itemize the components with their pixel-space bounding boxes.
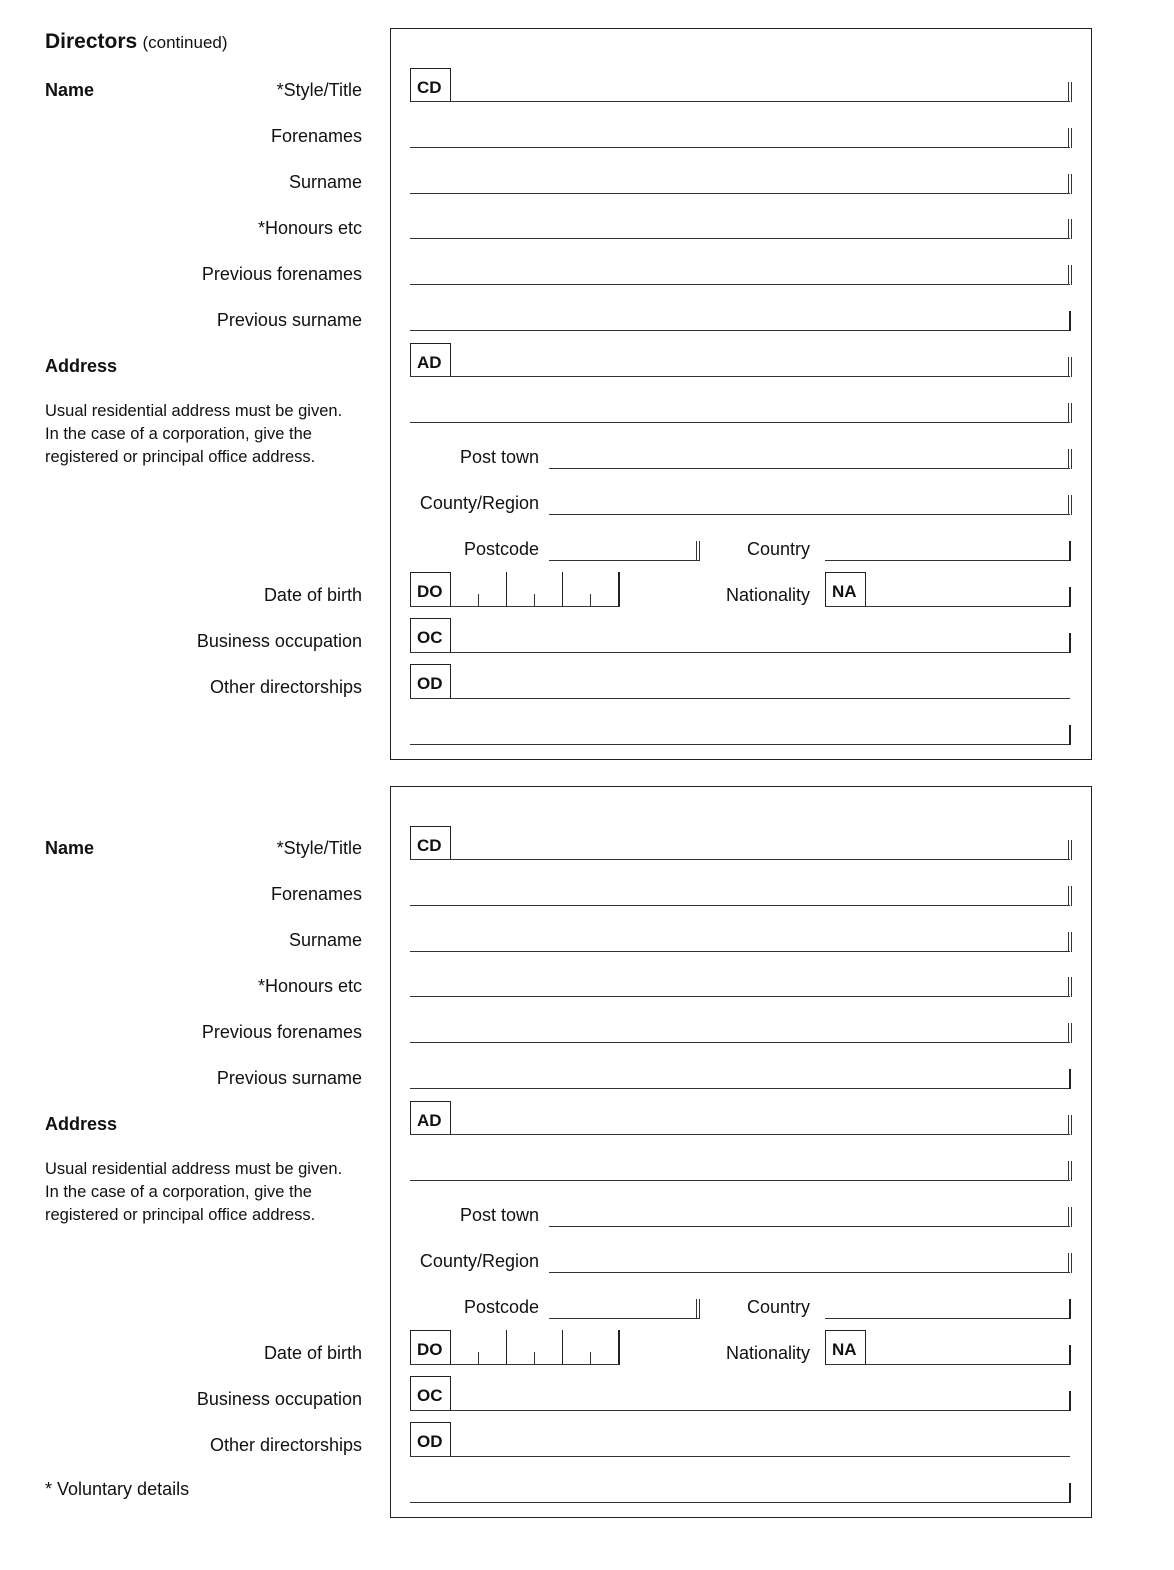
field-end-mark [1069, 633, 1072, 653]
business-occupation-field[interactable] [410, 652, 1070, 653]
forenames-field[interactable] [410, 905, 1070, 906]
code-od: OD [410, 1422, 451, 1456]
country-field[interactable] [825, 1318, 1070, 1319]
honours-label: *Honours etc [257, 218, 362, 238]
voluntary-details-footnote: * Voluntary details [45, 1479, 190, 1499]
address-field-2[interactable] [410, 422, 1070, 423]
code-oc: OC [410, 618, 451, 652]
director-form-box [390, 786, 1092, 1518]
date-of-birth-label: Date of birth [263, 1343, 362, 1363]
previous-forenames-field[interactable] [410, 1042, 1070, 1043]
business-occupation-label: Business occupation [196, 631, 362, 651]
nationality-field[interactable] [825, 606, 1070, 607]
code-oc: OC [410, 1376, 451, 1410]
field-end-mark [1068, 82, 1072, 102]
director-form-box [390, 28, 1092, 760]
style-title-field[interactable] [410, 101, 1070, 102]
postcode-field[interactable] [549, 1318, 699, 1319]
code-ad: AD [410, 343, 451, 377]
business-occupation-label: Business occupation [196, 1389, 362, 1409]
field-end-mark [1068, 932, 1072, 952]
field-end-mark [1069, 1299, 1072, 1319]
field-end-mark [1068, 1207, 1072, 1227]
nationality-field[interactable] [825, 1364, 1070, 1365]
page-subtitle: (continued) [142, 33, 228, 52]
name-heading: Name [45, 80, 95, 100]
honours-field[interactable] [410, 996, 1070, 997]
previous-surname-field[interactable] [410, 330, 1070, 331]
honours-label: *Honours etc [257, 976, 362, 996]
surname-field[interactable] [410, 193, 1070, 194]
forenames-label: Forenames [270, 126, 362, 146]
address-field-1[interactable] [410, 1134, 1070, 1135]
field-end-mark [1068, 1161, 1072, 1181]
field-end-mark [1068, 128, 1072, 148]
name-heading: Name [45, 838, 95, 858]
previous-surname-label: Previous surname [216, 1068, 362, 1088]
address-heading: Address [45, 356, 118, 376]
other-directorships-field-2[interactable] [410, 1502, 1070, 1503]
code-do: DO [410, 572, 451, 606]
nationality-label: Nationality [725, 1343, 810, 1363]
previous-forenames-label: Previous forenames [201, 264, 362, 284]
address-note [45, 1158, 375, 1227]
style-title-field[interactable] [410, 859, 1070, 860]
code-cd: CD [410, 68, 451, 102]
previous-surname-field[interactable] [410, 1088, 1070, 1089]
address-field-1[interactable] [410, 376, 1070, 377]
field-end-mark [1069, 725, 1072, 745]
address-note-line: Usual residential address must be given. [45, 402, 343, 420]
surname-label: Surname [288, 930, 362, 950]
date-of-birth-field[interactable] [410, 1330, 620, 1365]
business-occupation-field[interactable] [410, 1410, 1070, 1411]
address-note-line: registered or principal office address. [45, 1206, 316, 1224]
code-do: DO [410, 1330, 451, 1364]
other-directorships-field-2[interactable] [410, 744, 1070, 745]
date-of-birth-field[interactable] [410, 572, 620, 607]
postcode-label: Postcode [463, 539, 539, 559]
field-end-mark [1068, 977, 1072, 997]
code-na: NA [825, 572, 866, 606]
country-label: Country [746, 539, 810, 559]
field-end-mark [696, 1299, 700, 1319]
post-town-label: Post town [459, 447, 539, 467]
address-note-line: Usual residential address must be given. [45, 1160, 343, 1178]
address-heading: Address [45, 1114, 118, 1134]
address-note [45, 400, 375, 469]
field-end-mark [1069, 541, 1072, 561]
field-end-mark [1068, 886, 1072, 906]
field-end-mark [1069, 311, 1072, 331]
style-title-label: *Style/Title [276, 838, 362, 858]
page-title: Directors [45, 30, 138, 53]
director-section-2 [0, 786, 1174, 1526]
field-end-mark [1068, 449, 1072, 469]
county-region-field[interactable] [549, 514, 1070, 515]
field-end-mark [1068, 265, 1072, 285]
code-od: OD [410, 664, 451, 698]
postcode-label: Postcode [463, 1297, 539, 1317]
field-end-mark [1069, 1391, 1072, 1411]
field-end-mark [1069, 1483, 1072, 1503]
field-end-mark [696, 541, 700, 561]
field-end-mark [1068, 357, 1072, 377]
county-region-label: County/Region [419, 1251, 539, 1271]
previous-surname-label: Previous surname [216, 310, 362, 330]
style-title-label: *Style/Title [276, 80, 362, 100]
field-end-mark [1069, 587, 1072, 607]
field-end-mark [1068, 1253, 1072, 1273]
nationality-label: Nationality [725, 585, 810, 605]
country-label: Country [746, 1297, 810, 1317]
field-end-mark [1068, 403, 1072, 423]
other-directorships-label: Other directorships [209, 1435, 362, 1455]
field-end-mark [1069, 1345, 1072, 1365]
previous-forenames-field[interactable] [410, 284, 1070, 285]
address-note-line: In the case of a corporation, give the [45, 1183, 312, 1201]
previous-forenames-label: Previous forenames [201, 1022, 362, 1042]
post-town-field[interactable] [549, 468, 1070, 469]
surname-field[interactable] [410, 951, 1070, 952]
other-directorships-label: Other directorships [209, 677, 362, 697]
county-region-field[interactable] [549, 1272, 1070, 1273]
field-end-mark [1068, 495, 1072, 515]
director-section-1 [0, 28, 1174, 768]
forenames-field[interactable] [410, 147, 1070, 148]
code-cd: CD [410, 826, 451, 860]
forenames-label: Forenames [270, 884, 362, 904]
county-region-label: County/Region [419, 493, 539, 513]
field-end-mark [1068, 174, 1072, 194]
address-field-2[interactable] [410, 1180, 1070, 1181]
address-note-line: registered or principal office address. [45, 448, 316, 466]
other-directorships-field-1[interactable] [410, 698, 1070, 699]
post-town-field[interactable] [549, 1226, 1070, 1227]
post-town-label: Post town [459, 1205, 539, 1225]
code-ad: AD [410, 1101, 451, 1135]
field-end-mark [1068, 1115, 1072, 1135]
field-end-mark [1068, 1023, 1072, 1043]
postcode-field[interactable] [549, 560, 699, 561]
country-field[interactable] [825, 560, 1070, 561]
surname-label: Surname [288, 172, 362, 192]
field-end-mark [1069, 1069, 1072, 1089]
date-of-birth-label: Date of birth [263, 585, 362, 605]
code-na: NA [825, 1330, 866, 1364]
honours-field[interactable] [410, 238, 1070, 239]
field-end-mark [1068, 840, 1072, 860]
other-directorships-field-1[interactable] [410, 1456, 1070, 1457]
field-end-mark [1068, 219, 1072, 239]
address-note-line: In the case of a corporation, give the [45, 425, 312, 443]
